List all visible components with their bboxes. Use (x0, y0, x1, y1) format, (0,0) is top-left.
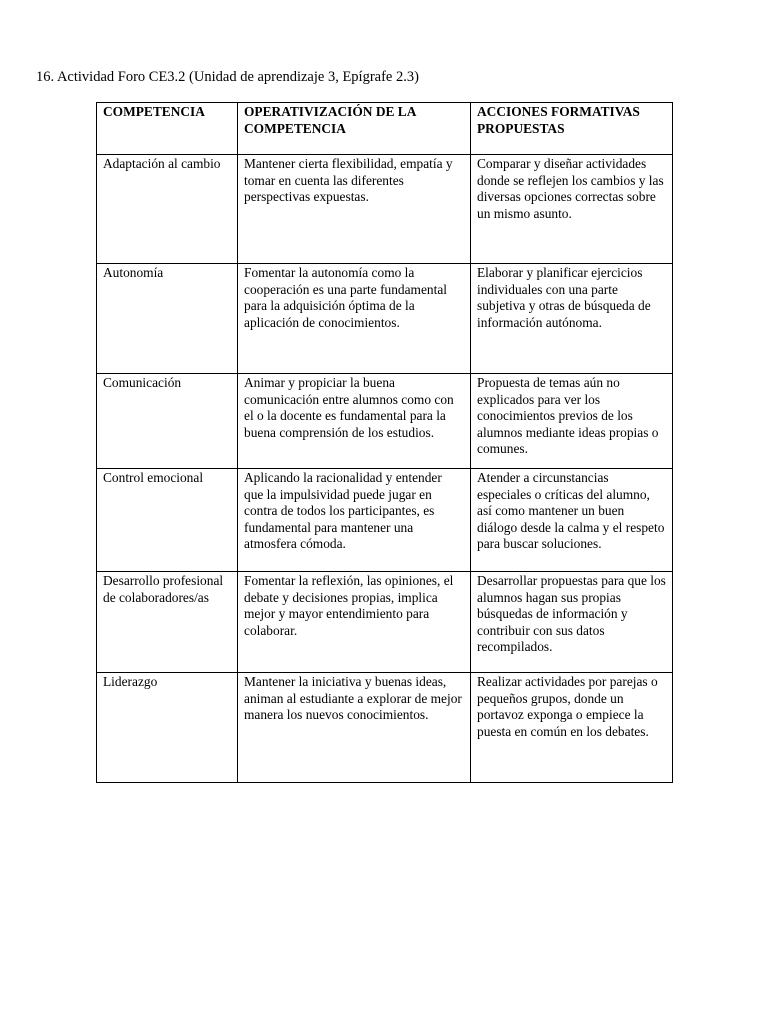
cell-operativizacion: Mantener la iniciativa y buenas ideas, animan al estudiante a explorar de mejor manera los nuevos conocimientos. (238, 673, 471, 783)
page-heading: 16. Actividad Foro CE3.2 (Unidad de aprendizaje 3, Epígrafe 2.3) (36, 69, 419, 85)
cell-acciones: Elaborar y planificar ejercicios individuales con una parte subjetiva y otras de búsqueda de información autónoma. (471, 264, 673, 374)
cell-acciones: Realizar actividades por parejas o pequeños grupos, donde un portavoz exponga o empiece la puesta en común en los debates. (471, 673, 673, 783)
cell-acciones: Atender a circunstancias especiales o críticas del alumno, así como mantener un buen diálogo desde la calma y el respeto para buscar soluciones. (471, 469, 673, 572)
competency-table (96, 102, 673, 783)
table-row (97, 673, 673, 783)
cell-competencia: Control emocional (97, 469, 238, 572)
cell-acciones: Propuesta de temas aún no explicados para ver los conocimientos previos de los alumnos mediante ideas propias o comunes. (471, 374, 673, 469)
cell-competencia: Adaptación al cambio (97, 155, 238, 264)
cell-operativizacion: Aplicando la racionalidad y entender que la impulsividad puede jugar en contra de todos los participantes, es fundamental para mantener una atmosfera cómoda. (238, 469, 471, 572)
cell-competencia: Desarrollo profesional de colaboradores/as (97, 572, 238, 673)
cell-competencia: Comunicación (97, 374, 238, 469)
header-operativizacion: OPERATIVIZACIÓN DE LA COMPETENCIA (238, 103, 471, 155)
cell-competencia: Liderazgo (97, 673, 238, 783)
table-row (97, 572, 673, 673)
cell-operativizacion: Fomentar la autonomía como la cooperación es una parte fundamental para la adquisición óptima de la aplicación de conocimientos. (238, 264, 471, 374)
table-row (97, 469, 673, 572)
cell-acciones: Comparar y diseñar actividades donde se reflejen los cambios y las diversas opciones correctas sobre un mismo asunto. (471, 155, 673, 264)
table-row (97, 155, 673, 264)
table-row (97, 374, 673, 469)
cell-acciones: Desarrollar propuestas para que los alumnos hagan sus propias búsquedas de información y contribuir con sus datos recompilados. (471, 572, 673, 673)
cell-competencia: Autonomía (97, 264, 238, 374)
cell-operativizacion: Animar y propiciar la buena comunicación entre alumnos como con el o la docente es fundamental para la buena comprensión de los estudios. (238, 374, 471, 469)
table-row (97, 264, 673, 374)
cell-operativizacion: Fomentar la reflexión, las opiniones, el debate y decisiones propias, implica mejor y mayor entendimiento para colaborar. (238, 572, 471, 673)
header-competencia: COMPETENCIA (97, 103, 238, 155)
cell-operativizacion: Mantener cierta flexibilidad, empatía y tomar en cuenta las diferentes perspectivas expuestas. (238, 155, 471, 264)
table-header-row (97, 103, 673, 155)
header-acciones: ACCIONES FORMATIVAS PROPUESTAS (471, 103, 673, 155)
